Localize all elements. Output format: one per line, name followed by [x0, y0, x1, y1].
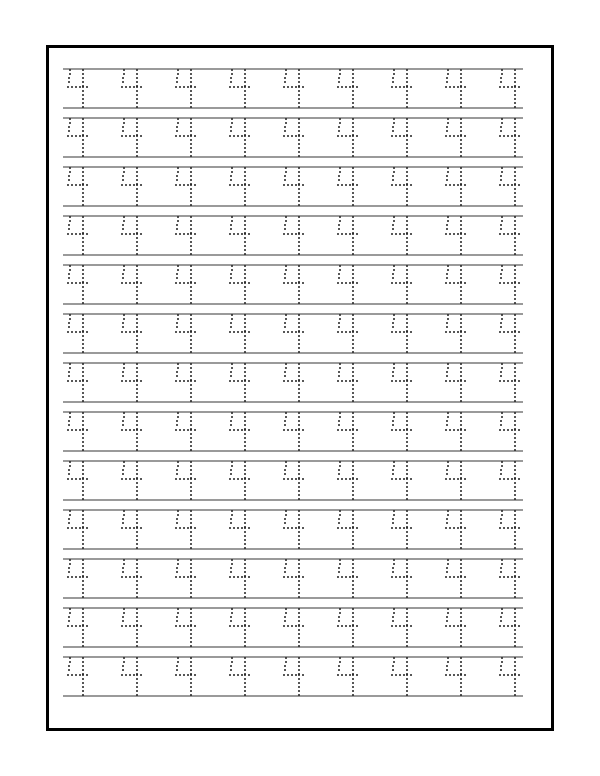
traceable-digit	[337, 656, 359, 697]
traceable-digit	[499, 362, 521, 403]
traceable-digit	[283, 166, 305, 207]
traceable-digit	[121, 117, 143, 158]
traceable-digit	[229, 313, 251, 354]
tracing-row	[63, 313, 523, 354]
tracing-row	[63, 68, 523, 109]
traceable-digit	[283, 509, 305, 550]
traceable-digit	[445, 117, 467, 158]
tracing-row	[63, 411, 523, 452]
tracing-row	[63, 166, 523, 207]
traceable-digit	[499, 607, 521, 648]
traceable-digit	[391, 509, 413, 550]
traceable-digit	[121, 215, 143, 256]
traceable-digit	[445, 166, 467, 207]
traceable-digit	[67, 509, 89, 550]
traceable-digit	[283, 117, 305, 158]
traceable-digit	[229, 509, 251, 550]
traceable-digit	[121, 313, 143, 354]
traceable-digit	[499, 264, 521, 305]
traceable-digit	[67, 166, 89, 207]
traceable-digit	[121, 411, 143, 452]
traceable-digit	[175, 166, 197, 207]
traceable-digit	[499, 656, 521, 697]
traceable-digit	[337, 68, 359, 109]
tracing-row	[63, 509, 523, 550]
traceable-digit	[283, 558, 305, 599]
traceable-digit	[175, 656, 197, 697]
traceable-digit	[229, 460, 251, 501]
traceable-digit	[229, 558, 251, 599]
traceable-digit	[121, 68, 143, 109]
traceable-digit	[445, 558, 467, 599]
traceable-digit	[67, 68, 89, 109]
traceable-digit	[499, 558, 521, 599]
traceable-digit	[67, 215, 89, 256]
traceable-digit	[337, 607, 359, 648]
traceable-digit	[229, 68, 251, 109]
traceable-digit	[391, 460, 413, 501]
traceable-digit	[337, 509, 359, 550]
worksheet-page	[46, 45, 554, 731]
traceable-digit	[499, 509, 521, 550]
traceable-digit	[445, 313, 467, 354]
traceable-digit	[229, 607, 251, 648]
traceable-digit	[229, 117, 251, 158]
traceable-digit	[121, 558, 143, 599]
traceable-digit	[175, 509, 197, 550]
traceable-digit	[67, 607, 89, 648]
tracing-row	[63, 117, 523, 158]
traceable-digit	[121, 509, 143, 550]
traceable-digit	[175, 68, 197, 109]
traceable-digit	[283, 215, 305, 256]
traceable-digit	[229, 264, 251, 305]
tracing-row	[63, 656, 523, 697]
traceable-digit	[175, 607, 197, 648]
traceable-digit	[391, 558, 413, 599]
traceable-digit	[445, 460, 467, 501]
traceable-digit	[445, 362, 467, 403]
traceable-digit	[391, 264, 413, 305]
traceable-digit	[121, 264, 143, 305]
traceable-digit	[67, 460, 89, 501]
traceable-digit	[445, 411, 467, 452]
traceable-digit	[229, 215, 251, 256]
traceable-digit	[337, 117, 359, 158]
traceable-digit	[445, 656, 467, 697]
tracing-row	[63, 215, 523, 256]
traceable-digit	[499, 117, 521, 158]
traceable-digit	[175, 313, 197, 354]
traceable-digit	[445, 68, 467, 109]
traceable-digit	[283, 411, 305, 452]
traceable-digit	[67, 656, 89, 697]
traceable-digit	[175, 264, 197, 305]
traceable-digit	[229, 656, 251, 697]
traceable-digit	[175, 558, 197, 599]
traceable-digit	[499, 68, 521, 109]
traceable-digit	[283, 362, 305, 403]
traceable-digit	[499, 166, 521, 207]
traceable-digit	[337, 264, 359, 305]
tracing-row	[63, 362, 523, 403]
traceable-digit	[337, 313, 359, 354]
tracing-row	[63, 558, 523, 599]
traceable-digit	[445, 264, 467, 305]
traceable-digit	[391, 68, 413, 109]
traceable-digit	[67, 264, 89, 305]
traceable-digit	[337, 558, 359, 599]
traceable-digit	[121, 656, 143, 697]
traceable-digit	[121, 166, 143, 207]
traceable-digit	[283, 68, 305, 109]
traceable-digit	[391, 166, 413, 207]
traceable-digit	[391, 117, 413, 158]
traceable-digit	[337, 460, 359, 501]
traceable-digit	[175, 117, 197, 158]
tracing-row	[63, 264, 523, 305]
traceable-digit	[283, 656, 305, 697]
traceable-digit	[499, 411, 521, 452]
traceable-digit	[175, 362, 197, 403]
traceable-digit	[391, 411, 413, 452]
traceable-digit	[121, 460, 143, 501]
traceable-digit	[337, 215, 359, 256]
tracing-row	[63, 460, 523, 501]
traceable-digit	[121, 362, 143, 403]
traceable-digit	[337, 411, 359, 452]
traceable-digit	[337, 166, 359, 207]
traceable-digit	[67, 362, 89, 403]
traceable-digit	[337, 362, 359, 403]
traceable-digit	[283, 460, 305, 501]
traceable-digit	[445, 215, 467, 256]
traceable-digit	[391, 656, 413, 697]
traceable-digit	[283, 313, 305, 354]
traceable-digit	[67, 411, 89, 452]
traceable-digit	[67, 313, 89, 354]
traceable-digit	[391, 362, 413, 403]
traceable-digit	[499, 215, 521, 256]
traceable-digit	[67, 558, 89, 599]
traceable-digit	[391, 313, 413, 354]
traceable-digit	[445, 509, 467, 550]
traceable-digit	[121, 607, 143, 648]
traceable-digit	[391, 607, 413, 648]
traceable-digit	[67, 117, 89, 158]
tracing-row	[63, 607, 523, 648]
traceable-digit	[175, 411, 197, 452]
traceable-digit	[391, 215, 413, 256]
traceable-digit	[499, 313, 521, 354]
traceable-digit	[283, 264, 305, 305]
traceable-digit	[175, 215, 197, 256]
traceable-digit	[229, 362, 251, 403]
traceable-digit	[283, 607, 305, 648]
traceable-digit	[229, 166, 251, 207]
traceable-digit	[499, 460, 521, 501]
traceable-digit	[229, 411, 251, 452]
traceable-digit	[175, 460, 197, 501]
traceable-digit	[445, 607, 467, 648]
